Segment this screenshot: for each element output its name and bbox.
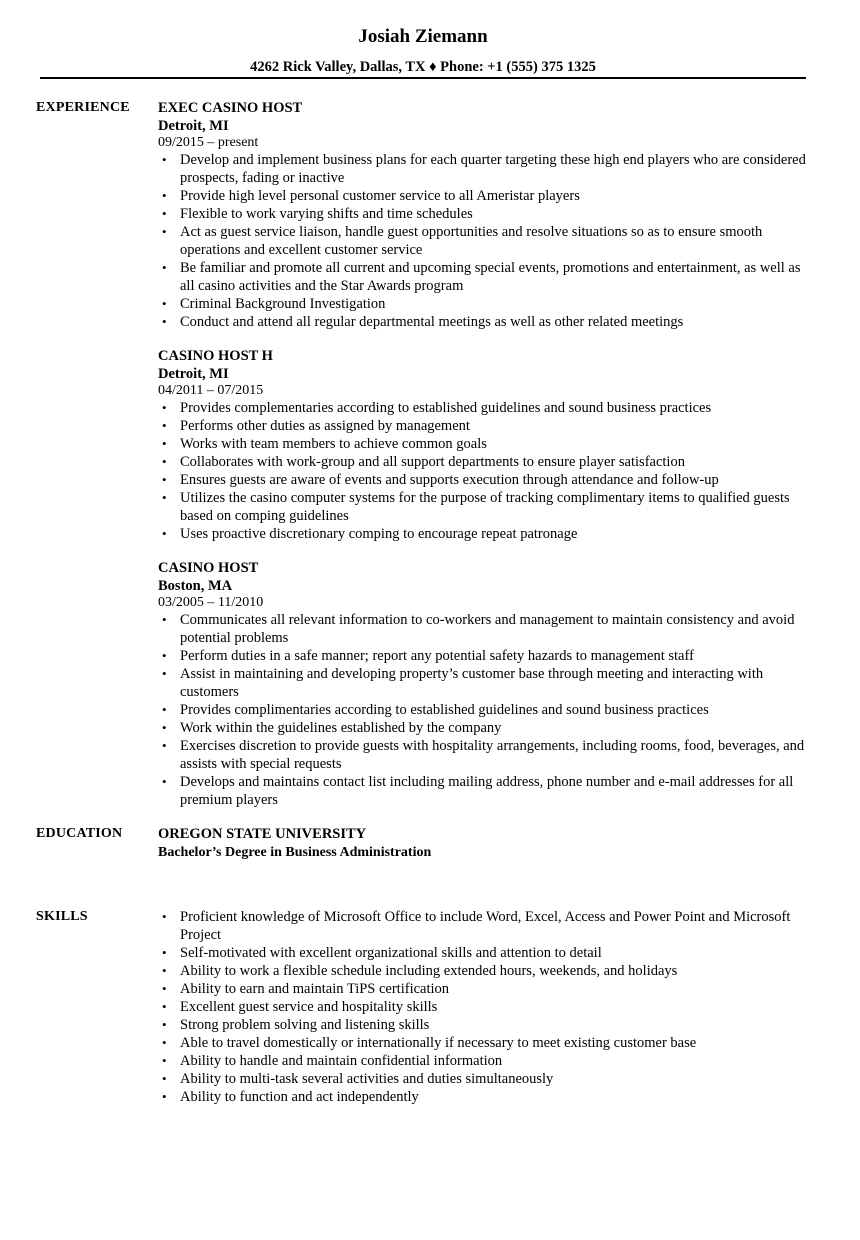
education-heading: EDUCATION — [36, 826, 123, 841]
bullet-icon: • — [162, 738, 167, 753]
list-item: • Provide high level personal customer service to all Ameristar players — [162, 188, 580, 204]
list-item: • Uses proactive discretionary comping to encourage repeat patronage — [162, 526, 578, 542]
list-item: • Be familiar and promote all current and upcoming special events, promotions and entertainment, as well as all casino activities and the Star Awards program — [162, 260, 801, 294]
list-item: • Assist in maintaining and developing property’s customer base through meeting and interacting with customers — [162, 666, 764, 700]
bullet-icon: • — [162, 1017, 167, 1032]
degree-name: Bachelor’s Degree in Business Administration — [158, 845, 432, 860]
bullet-icon: • — [162, 490, 167, 505]
list-item: • Excellent guest service and hospitality skills — [162, 999, 438, 1015]
bullet-icon: • — [162, 945, 167, 960]
list-item: • Provides complementaries according to established guidelines and sound business practices — [162, 400, 712, 416]
bullet-icon: • — [162, 418, 167, 433]
bullet-icon: • — [162, 981, 167, 996]
contact-line: 4262 Rick Valley, Dallas, TX ♦ Phone: +1 (555) 375 1325 — [250, 59, 596, 75]
list-item: • Ensures guests are aware of events and supports execution through attendance and follow-up — [162, 472, 719, 488]
bullet-icon: • — [162, 612, 167, 627]
experience-heading: EXPERIENCE — [36, 100, 130, 115]
job-location: Detroit, MI — [158, 118, 229, 134]
job-dates: 04/2011 – 07/2015 — [158, 383, 264, 398]
list-item: • Develop and implement business plans for each quarter targeting these high end players who are considered prospects, fading or inactive — [162, 152, 806, 186]
school-name: OREGON STATE UNIVERSITY — [158, 826, 367, 842]
list-item: • Proficient knowledge of Microsoft Office to include Word, Excel, Access and Power Point and Microsoft Project — [162, 909, 791, 943]
list-item: • Develops and maintains contact list including mailing address, phone number and e-mail addresses for all premium players — [162, 774, 794, 808]
list-item: • Able to travel domestically or internationally if necessary to meet existing customer base — [162, 1035, 697, 1051]
job-location: Detroit, MI — [158, 366, 229, 382]
list-item: • Strong problem solving and listening skills — [162, 1017, 430, 1033]
job-dates: 09/2015 – present — [158, 135, 259, 150]
bullet-icon: • — [162, 1071, 167, 1086]
bullet-icon: • — [162, 1089, 167, 1104]
list-item: • Flexible to work varying shifts and time schedules — [162, 206, 473, 222]
list-item: • Works with team members to achieve common goals — [162, 436, 487, 452]
list-item: • Collaborates with work-group and all support departments to ensure player satisfaction — [162, 454, 685, 470]
skills-list — [158, 908, 808, 1106]
job-title: EXEC CASINO HOST — [158, 100, 303, 116]
list-item: • Work within the guidelines established by the company — [162, 720, 502, 736]
list-item: • Performs other duties as assigned by management — [162, 418, 470, 434]
job-duties — [158, 399, 808, 543]
job-title: CASINO HOST H — [158, 348, 273, 364]
job-entry — [158, 99, 808, 331]
bullet-icon: • — [162, 909, 167, 924]
list-item: • Ability to function and act independently — [162, 1089, 419, 1105]
job-location: Boston, MA — [158, 578, 233, 594]
bullet-icon: • — [162, 648, 167, 663]
bullet-icon: • — [162, 666, 167, 681]
job-duties — [158, 151, 808, 331]
job-title: CASINO HOST — [158, 560, 259, 576]
bullet-icon: • — [162, 720, 167, 735]
list-item: • Communicates all relevant information to co-workers and management to maintain consistency and avoid potential problems — [162, 612, 795, 646]
bullet-icon: • — [162, 774, 167, 789]
list-item: • Provides complimentaries according to established guidelines and sound business practices — [162, 702, 709, 718]
bullet-icon: • — [162, 436, 167, 451]
bullet-icon: • — [162, 188, 167, 203]
education-entry — [158, 825, 808, 863]
bullet-icon: • — [162, 206, 167, 221]
bullet-icon: • — [162, 526, 167, 541]
candidate-name: Josiah Ziemann — [358, 26, 488, 47]
list-item: • Utilizes the casino computer systems for the purpose of tracking complimentary items to qualified guests based on comping guidelines — [162, 490, 790, 524]
list-item: • Conduct and attend all regular departmental meetings as well as other related meetings — [162, 314, 684, 330]
bullet-icon: • — [162, 152, 167, 167]
bullet-icon: • — [162, 400, 167, 415]
bullet-icon: • — [162, 999, 167, 1014]
list-item: • Perform duties in a safe manner; report any potential safety hazards to management staff — [162, 648, 694, 664]
list-item: • Ability to multi-task several activities and duties simultaneously — [162, 1071, 554, 1087]
list-item: • Act as guest service liaison, handle guest opportunities and resolve situations so as to ensure smooth operations and excellent customer service — [162, 224, 763, 258]
header-divider — [40, 77, 806, 79]
job-entry — [158, 559, 808, 809]
bullet-icon: • — [162, 1053, 167, 1068]
bullet-icon: • — [162, 702, 167, 717]
list-item: • Ability to work a flexible schedule including extended hours, weekends, and holidays — [162, 963, 678, 979]
skills-body — [158, 908, 808, 1106]
job-entry — [158, 347, 808, 543]
bullet-icon: • — [162, 224, 167, 239]
list-item: • Self-motivated with excellent organizational skills and attention to detail — [162, 945, 602, 961]
experience-list — [158, 99, 808, 825]
bullet-icon: • — [162, 260, 167, 275]
bullet-icon: • — [162, 314, 167, 329]
bullet-icon: • — [162, 296, 167, 311]
list-item: • Exercises discretion to provide guests with hospitality arrangements, including rooms, food, beverages, and assists with special requests — [162, 738, 805, 772]
job-dates: 03/2005 – 11/2010 — [158, 595, 264, 610]
bullet-icon: • — [162, 454, 167, 469]
bullet-icon: • — [162, 963, 167, 978]
list-item: • Ability to handle and maintain confidential information — [162, 1053, 503, 1069]
bullet-icon: • — [162, 1035, 167, 1050]
list-item: • Ability to earn and maintain TiPS certification — [162, 981, 450, 997]
list-item: • Criminal Background Investigation — [162, 296, 386, 312]
skills-heading: SKILLS — [36, 909, 88, 924]
bullet-icon: • — [162, 472, 167, 487]
job-duties — [158, 611, 808, 809]
